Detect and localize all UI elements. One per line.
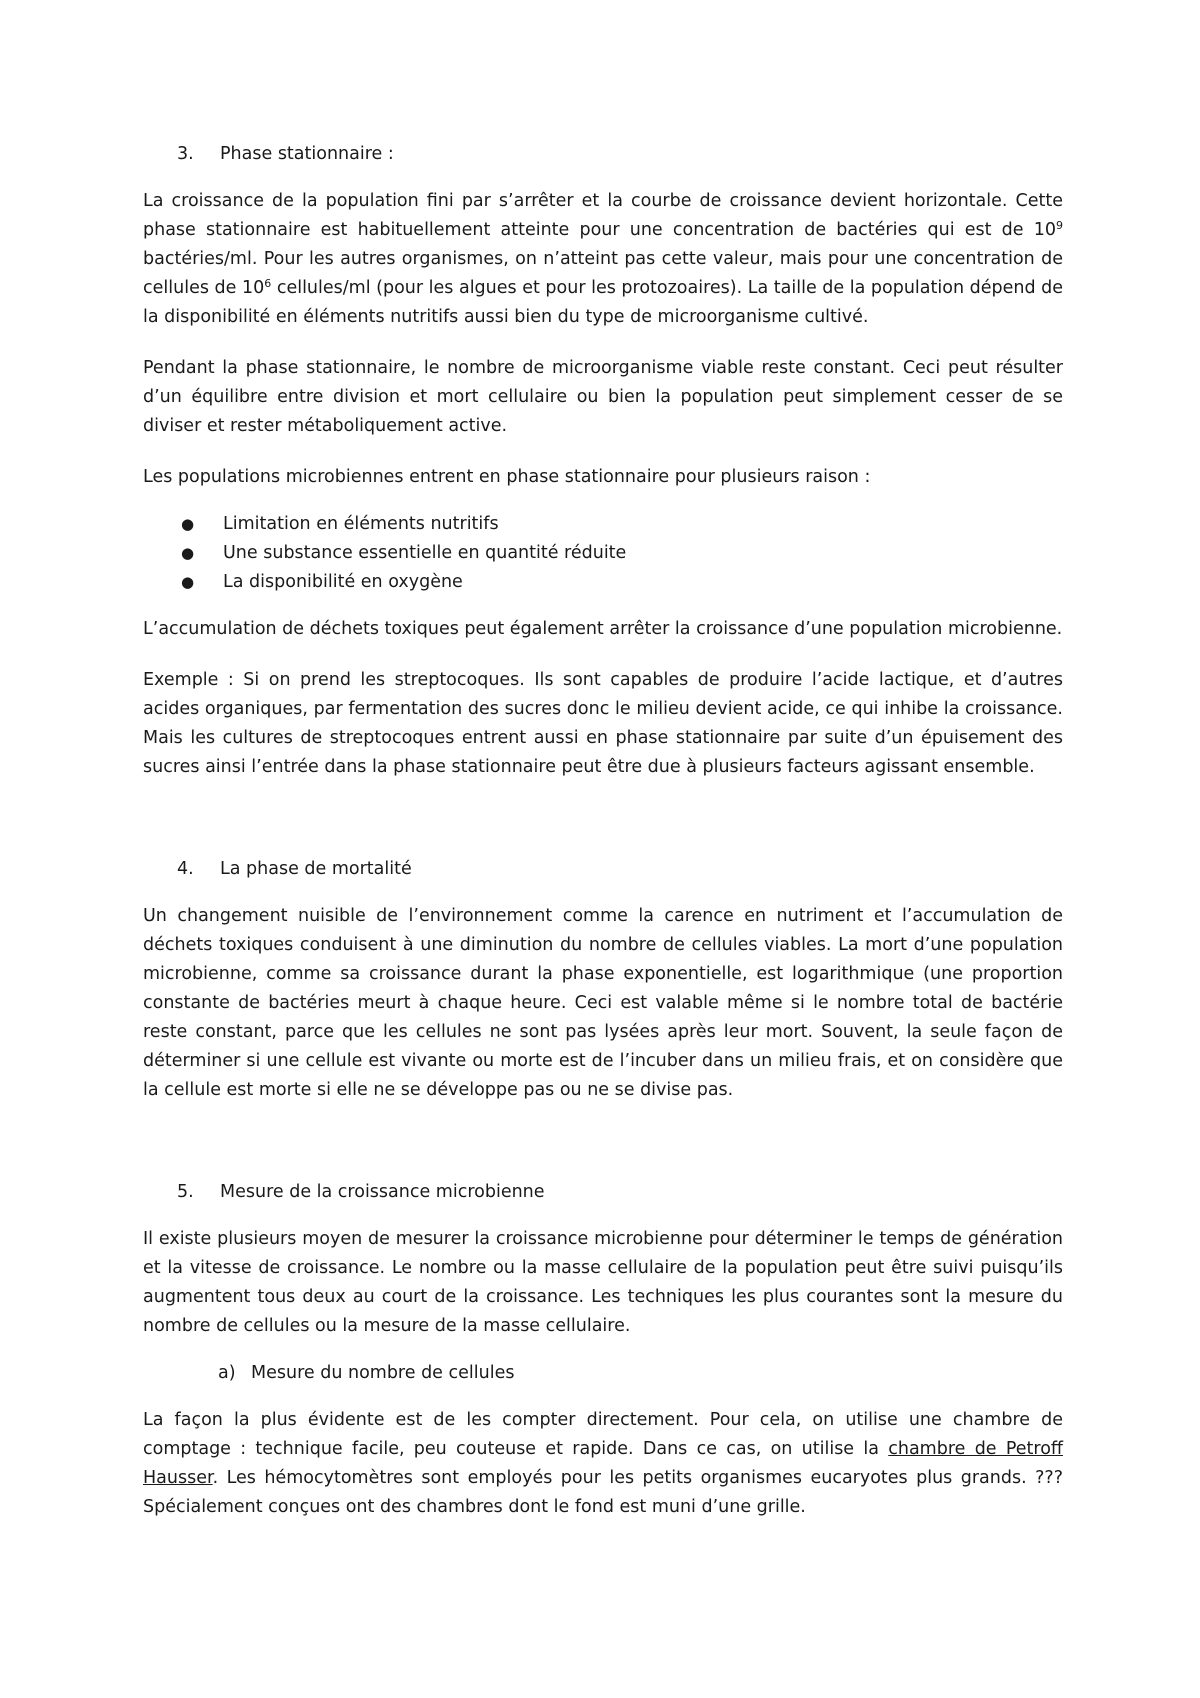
section-number: 3. [177, 144, 194, 164]
bullet-icon: ● [181, 544, 195, 562]
subsection-title: Mesure du nombre de cellules [251, 1363, 515, 1383]
paragraph: Il existe plusieurs moyen de mesurer la croissance microbienne pour déterminer le temps de génération et la vitesse de croissance. Le nombre ou la masse cellulaire de la population peut être suivi puisqu’ils augmentent tous deux au court de la croissance. Les techniques les plus courantes sont la mesure du nombre de cellules ou la mesure de la masse cellulaire. [143, 1229, 1063, 1336]
section-title: Phase stationnaire : [220, 144, 394, 164]
section-number: 5. [177, 1182, 194, 1202]
paragraph: La façon la plus évidente est de les compter directement. Pour cela, on utilise une chambre de comptage : technique facile, peu couteuse et rapide. Dans ce cas, on utilise la chambre de Petroff Hausser. Les hémocytomètres sont employés pour les petits organismes eucaryotes plus grands. ??? Spécialement conçues ont des chambres dont le fond est muni d’une grille. [143, 1410, 1063, 1517]
section-4-heading [143, 855, 1063, 884]
section-title: La phase de mortalité [220, 859, 412, 879]
list-item: ● Limitation en éléments nutritifs [143, 510, 1063, 539]
section-5-heading [143, 1178, 1063, 1207]
section-number: 4. [177, 859, 194, 879]
document-page [143, 140, 1063, 1522]
underlined-term: chambre de Petroff Hausser [143, 1439, 1063, 1488]
paragraph: Exemple : Si on prend les streptocoques. Ils sont capables de produire l’acide lactique, et d’autres acides organiques, par fermentation des sucres donc le milieu devient acide, ce qui inhibe la croissance. Mais les cultures de streptocoques entrent aussi en phase stationnaire par suite d’un épuisement des sucres ainsi l’entrée dans la phase stationnaire peut être due à plusieurs facteurs agissant ensemble. [143, 670, 1063, 777]
paragraph: Pendant la phase stationnaire, le nombre de microorganisme viable reste constant. Ceci peut résulter d’un équilibre entre division et mort cellulaire ou bien la population peut simplement cesser de se diviser et rester métaboliquement active. [143, 358, 1063, 436]
subsection-number: a) [218, 1363, 236, 1383]
list-item: ● La disponibilité en oxygène [143, 568, 1063, 597]
list-item: ● Une substance essentielle en quantité réduite [143, 539, 1063, 568]
bullet-icon: ● [181, 573, 195, 591]
exponent: 6 [264, 277, 272, 290]
exponent: 9 [1056, 219, 1063, 232]
bullet-icon: ● [181, 515, 195, 533]
paragraph: Un changement nuisible de l’environnement comme la carence en nutriment et l’accumulation de déchets toxiques conduisent à une diminution du nombre de cellules viables. La mort d’une population microbienne, comme sa croissance durant la phase exponentielle, est logarithmique (une proportion constante de bactéries meurt à chaque heure. Ceci est valable même si le nombre total de bactérie reste constant, parce que les cellules ne sont pas lysées après leur mort. Souvent, la seule façon de déterminer si une cellule est vivante ou morte est de l’incuber dans un milieu frais, et on considère que la cellule est morte si elle ne se développe pas ou ne se divise pas. [143, 906, 1063, 1100]
section-title: Mesure de la croissance microbienne [220, 1182, 545, 1202]
paragraph: L’accumulation de déchets toxiques peut également arrêter la croissance d’une population microbienne. [143, 619, 1063, 639]
bullet-list [143, 510, 1063, 597]
paragraph: Les populations microbiennes entrent en phase stationnaire pour plusieurs raison : [143, 467, 871, 487]
section-3-heading [143, 140, 1063, 169]
paragraph: La croissance de la population fini par s’arrêter et la courbe de croissance devient horizontale. Cette phase stationnaire est habituellement atteinte pour une concentration de bactéries qui est de $10^9$ bactéries/ml. Pour les autres organismes, on n’atteint pas cette valeur, mais pour une concentration de cellules de $10^6$ cellules/ml (pour les algues et pour les protozoaires). La taille de la population dépend de la disponibilité en éléments nutritifs aussi bien du type de microorganisme cultivé. [143, 191, 1064, 327]
subsection-a-heading [143, 1359, 1063, 1388]
